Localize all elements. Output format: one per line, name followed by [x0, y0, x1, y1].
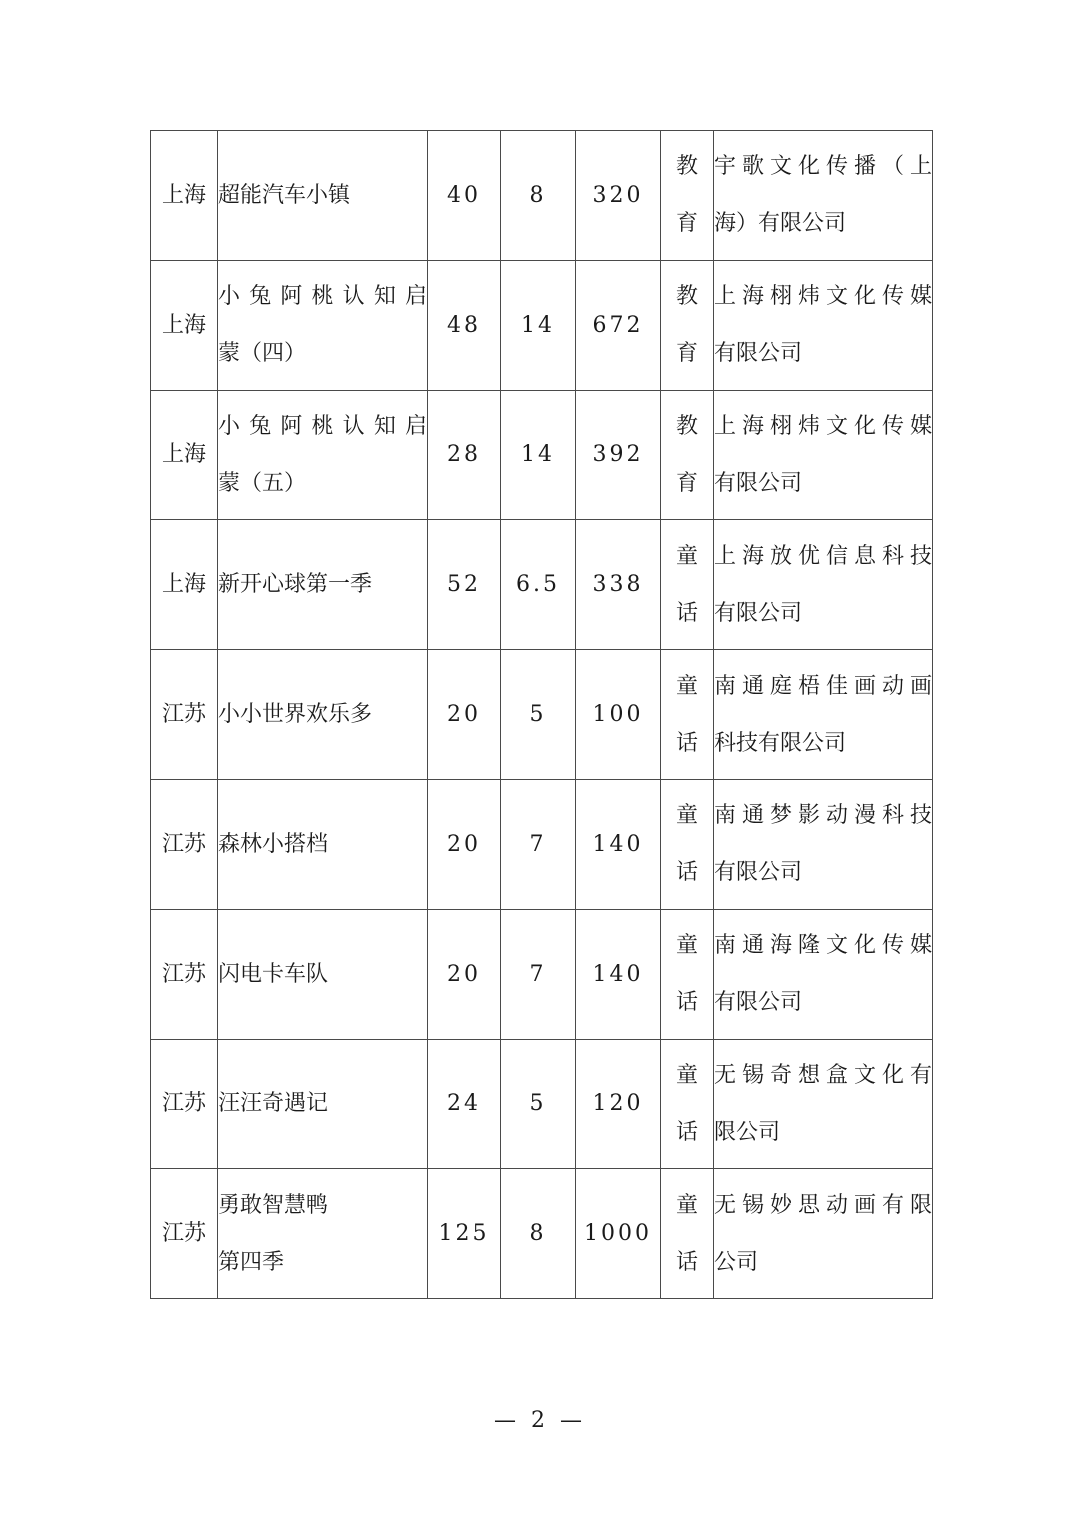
cell-title	[218, 779, 428, 909]
cell-company-line: 上海栩炜文化传媒	[714, 413, 932, 439]
cell-region-line: 上海	[161, 312, 206, 338]
cell-region-line: 江苏	[161, 1221, 206, 1247]
cell-region-line: 江苏	[161, 702, 206, 728]
cell-category-line: 话	[675, 1249, 698, 1275]
table-row	[151, 909, 933, 1039]
cell-episodes-line: 40	[447, 182, 481, 208]
cell-category-line: 童	[675, 673, 698, 699]
cell-region-line: 江苏	[161, 961, 206, 987]
cell-company	[714, 260, 933, 390]
cell-total-minutes-line: 140	[592, 961, 644, 987]
cell-region-line: 江苏	[161, 1091, 206, 1117]
cell-total-minutes	[576, 520, 661, 650]
cell-company-line: 宇歌文化传播（上	[714, 154, 932, 180]
cell-total-minutes	[576, 1169, 661, 1299]
cell-total-minutes-line: 672	[592, 312, 644, 338]
cell-region	[151, 260, 218, 390]
cell-minutes-per-episode	[501, 520, 576, 650]
cell-minutes-per-episode-line: 7	[529, 831, 547, 857]
cell-episodes	[428, 1039, 501, 1169]
cell-episodes-line: 20	[447, 702, 481, 728]
cell-total-minutes-line: 100	[592, 702, 644, 728]
cell-title-line: 超能汽车小镇	[218, 182, 351, 208]
cell-category-line: 童	[675, 1192, 698, 1218]
cell-episodes-line: 20	[447, 961, 481, 987]
cell-category-line: 话	[675, 600, 698, 626]
cell-title	[218, 390, 428, 520]
cell-episodes-line: 28	[447, 442, 481, 468]
cell-minutes-per-episode	[501, 390, 576, 520]
cell-minutes-per-episode	[501, 1039, 576, 1169]
cell-episodes	[428, 390, 501, 520]
cell-company-line: 限公司	[714, 1119, 781, 1145]
cell-company-line: 海）有限公司	[714, 211, 847, 237]
cell-company	[714, 1169, 933, 1299]
cell-total-minutes-line: 120	[592, 1091, 644, 1117]
cell-title-line: 汪汪奇遇记	[218, 1091, 329, 1117]
cell-category	[661, 520, 714, 650]
cell-episodes-line: 20	[447, 831, 481, 857]
cell-company	[714, 390, 933, 520]
cell-minutes-per-episode-line: 8	[529, 1221, 547, 1247]
cell-total-minutes	[576, 909, 661, 1039]
cell-region	[151, 779, 218, 909]
cell-region-line: 上海	[161, 182, 206, 208]
cell-title-line: 闪电卡车队	[218, 961, 329, 987]
cell-episodes	[428, 260, 501, 390]
cell-total-minutes-line: 338	[592, 572, 644, 598]
table-row	[151, 1169, 933, 1299]
cell-episodes	[428, 520, 501, 650]
cell-category	[661, 650, 714, 780]
cell-category-line: 育	[675, 470, 698, 496]
cell-company-line: 有限公司	[714, 470, 803, 496]
cell-company-line: 有限公司	[714, 860, 803, 886]
cell-minutes-per-episode	[501, 779, 576, 909]
cell-episodes-line: 48	[447, 312, 481, 338]
cell-total-minutes-line: 320	[592, 182, 644, 208]
cell-region	[151, 650, 218, 780]
cell-region	[151, 390, 218, 520]
table-row	[151, 779, 933, 909]
cell-category-line: 童	[675, 1062, 698, 1088]
cell-category-line: 话	[675, 1119, 698, 1145]
cell-category-line: 教	[675, 154, 698, 180]
cell-minutes-per-episode-line: 5	[529, 702, 547, 728]
cell-region	[151, 1169, 218, 1299]
cell-company	[714, 909, 933, 1039]
cell-minutes-per-episode	[501, 909, 576, 1039]
cell-episodes-line: 52	[447, 572, 481, 598]
cell-category-line: 童	[675, 543, 698, 569]
cell-company-line: 无锡奇想盒文化有	[714, 1062, 932, 1088]
cell-title-line: 新开心球第一季	[218, 572, 373, 598]
cell-category	[661, 1169, 714, 1299]
cell-total-minutes	[576, 390, 661, 520]
cell-company-line: 公司	[714, 1249, 759, 1275]
cell-category	[661, 260, 714, 390]
table-row	[151, 1039, 933, 1169]
cell-category-line: 话	[675, 860, 698, 886]
cell-company-line: 无锡妙思动画有限	[714, 1192, 932, 1218]
cell-minutes-per-episode-line: 6.5	[516, 572, 560, 598]
cell-total-minutes	[576, 1039, 661, 1169]
cell-episodes-line: 125	[438, 1221, 490, 1247]
cell-episodes	[428, 1169, 501, 1299]
cell-title-line: 蒙（五）	[218, 470, 307, 496]
cell-title-line: 小小世界欢乐多	[218, 702, 373, 728]
cell-title	[218, 520, 428, 650]
cell-region-line: 上海	[161, 572, 206, 598]
cell-total-minutes	[576, 650, 661, 780]
cell-title-line: 蒙（四）	[218, 341, 307, 367]
cell-minutes-per-episode-line: 14	[521, 312, 555, 338]
series-table	[150, 130, 933, 1299]
cell-total-minutes-line: 140	[592, 831, 644, 857]
table-row	[151, 260, 933, 390]
cell-title-line: 勇敢智慧鸭	[218, 1192, 329, 1218]
cell-title	[218, 650, 428, 780]
cell-title	[218, 909, 428, 1039]
table-row	[151, 390, 933, 520]
cell-company	[714, 650, 933, 780]
cell-region	[151, 520, 218, 650]
cell-title	[218, 260, 428, 390]
cell-company	[714, 1039, 933, 1169]
cell-minutes-per-episode	[501, 260, 576, 390]
cell-category	[661, 779, 714, 909]
cell-company-line: 南通梦影动漫科技	[714, 803, 932, 829]
cell-minutes-per-episode-line: 14	[521, 442, 555, 468]
cell-region	[151, 909, 218, 1039]
cell-minutes-per-episode-line: 7	[529, 961, 547, 987]
cell-title	[218, 131, 428, 261]
page-number: — 2 —	[494, 1408, 586, 1433]
cell-category	[661, 131, 714, 261]
cell-category-line: 育	[675, 341, 698, 367]
series-table-body	[151, 131, 933, 1299]
cell-total-minutes-line: 392	[592, 442, 644, 468]
cell-title-line: 第四季	[218, 1249, 285, 1275]
cell-title-line: 森林小搭档	[218, 831, 329, 857]
cell-company-line: 南通庭梧佳画动画	[714, 673, 932, 699]
cell-episodes	[428, 650, 501, 780]
cell-company-line: 有限公司	[714, 600, 803, 626]
cell-region	[151, 131, 218, 261]
table-row	[151, 650, 933, 780]
cell-company-line: 上海放优信息科技	[714, 543, 932, 569]
cell-category-line: 童	[675, 933, 698, 959]
cell-minutes-per-episode	[501, 131, 576, 261]
cell-company-line: 有限公司	[714, 341, 803, 367]
cell-region-line: 江苏	[161, 831, 206, 857]
cell-category	[661, 1039, 714, 1169]
cell-category	[661, 390, 714, 520]
cell-category-line: 教	[675, 284, 698, 310]
cell-region-line: 上海	[161, 442, 206, 468]
cell-minutes-per-episode-line: 5	[529, 1091, 547, 1117]
cell-company-line: 上海栩炜文化传媒	[714, 284, 932, 310]
cell-company	[714, 520, 933, 650]
cell-episodes	[428, 779, 501, 909]
cell-title	[218, 1039, 428, 1169]
cell-title	[218, 1169, 428, 1299]
cell-total-minutes	[576, 260, 661, 390]
cell-region	[151, 1039, 218, 1169]
cell-category	[661, 909, 714, 1039]
cell-title-line: 小兔阿桃认知启	[218, 284, 427, 310]
cell-minutes-per-episode-line: 8	[529, 182, 547, 208]
cell-title-line: 小兔阿桃认知启	[218, 413, 427, 439]
cell-category-line: 育	[675, 211, 698, 237]
cell-company-line: 南通海隆文化传媒	[714, 933, 932, 959]
cell-total-minutes	[576, 131, 661, 261]
table-row	[151, 520, 933, 650]
cell-category-line: 话	[675, 730, 698, 756]
cell-company	[714, 779, 933, 909]
cell-total-minutes-line: 1000	[584, 1221, 652, 1247]
cell-category-line: 话	[675, 990, 698, 1016]
cell-company-line: 科技有限公司	[714, 730, 847, 756]
cell-company	[714, 131, 933, 261]
cell-category-line: 童	[675, 803, 698, 829]
cell-minutes-per-episode	[501, 1169, 576, 1299]
cell-episodes	[428, 131, 501, 261]
cell-company-line: 有限公司	[714, 990, 803, 1016]
cell-total-minutes	[576, 779, 661, 909]
cell-episodes-line: 24	[447, 1091, 481, 1117]
cell-minutes-per-episode	[501, 650, 576, 780]
cell-category-line: 教	[675, 413, 698, 439]
cell-episodes	[428, 909, 501, 1039]
table-row	[151, 131, 933, 261]
